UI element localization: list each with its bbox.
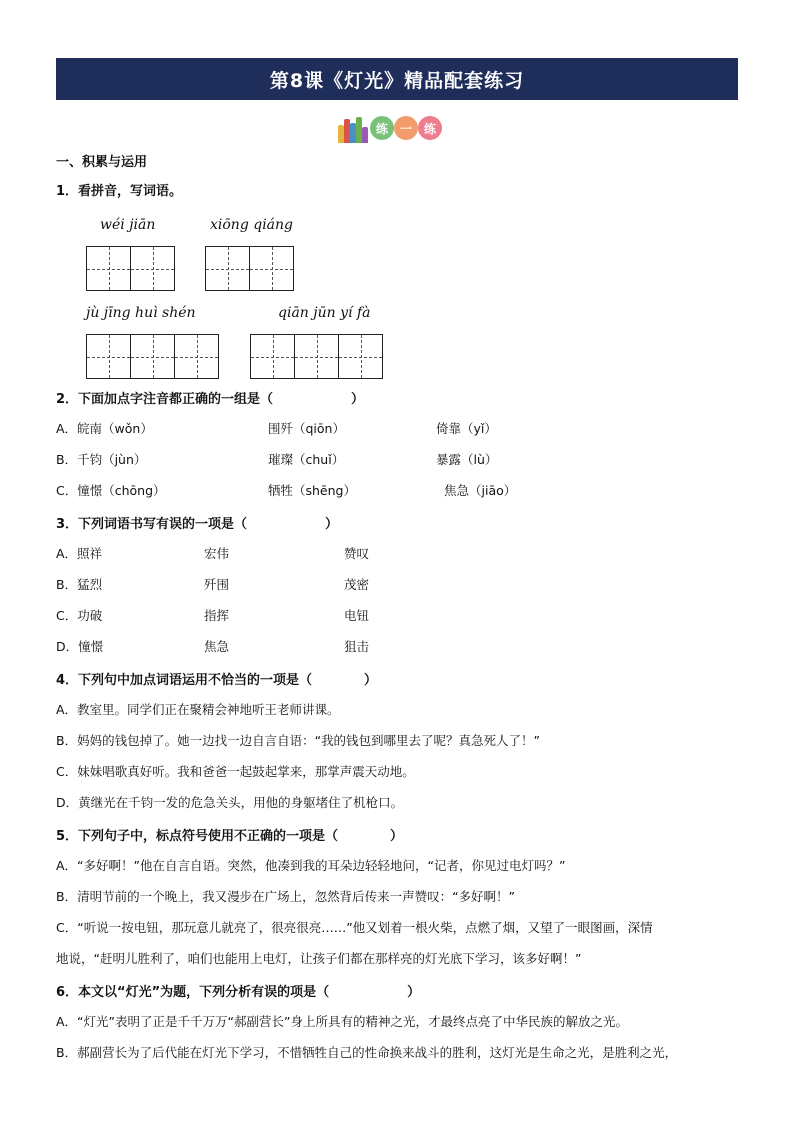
q5-option-a: A．“多好啊！”他在自言自语。突然，他凑到我的耳朵边轻轻地问，“记者，你见过电灯吗？” [56, 858, 566, 873]
logo-char-3: 练 [418, 116, 442, 140]
page-title: 第8课《灯光》精品配套练习 [269, 69, 525, 92]
q3-d3: 狙击 [344, 639, 370, 654]
q3-a3: 赞叹 [344, 546, 370, 561]
q4-option-c: C．妹妹唱歌真好听。我和爸爸一起鼓起掌来，那掌声震天动地。 [56, 764, 415, 779]
q2-c1: C．憧憬（chōng） [56, 483, 166, 498]
q4-option-d: D．黄继光在千钧一发的危急关头，用他的身躯堵住了机枪口。 [56, 795, 404, 810]
answer-grid-3[interactable] [86, 334, 218, 379]
title-banner [56, 58, 738, 100]
q4-option-b: B．妈妈的钱包掉了。她一边找一边自言自语：“我的钱包到哪里去了呢？真急死人了！” [56, 733, 541, 748]
answer-grid-4[interactable] [250, 334, 382, 379]
q5-title: 5．下列句子中，标点符号使用不正确的一项是（ ） [56, 829, 404, 844]
q6-option-a: A．“灯光”表明了正是千千万万“郝副营长”身上所具有的精神之光，才最终点亮了中华民族的解放之光。 [56, 1014, 628, 1029]
q2-a1: A．皖南（wǒn） [56, 421, 153, 436]
q2-c2: 牺牲（shēng） [268, 483, 356, 498]
q2-b1: B．千钧（jùn） [56, 452, 147, 467]
q1-title: 1．看拼音，写词语。 [56, 184, 183, 199]
q5-option-b: B．清明节前的一个晚上，我又漫步在广场上，忽然背后传来一声赞叹：“多好啊！” [56, 889, 516, 904]
section-heading: 一、积累与运用 [56, 155, 148, 170]
pinyin-4: qiān jūn yí fà [278, 305, 371, 321]
q2-a3: 倚靠（yǐ） [436, 421, 497, 436]
pinyin-1: wéi jiān [100, 217, 156, 233]
q4-option-a: A．教室里。同学们正在聚精会神地听王老师讲课。 [56, 702, 340, 717]
q3-b2: 歼围 [204, 577, 230, 592]
practice-logo [338, 113, 448, 143]
q3-c3: 电钮 [344, 608, 370, 623]
q3-b3: 茂密 [344, 577, 370, 592]
q3-c2: 指挥 [204, 608, 230, 623]
q3-b1: B．猛烈 [56, 577, 103, 592]
q2-title: 2．下面加点字注音都正确的一组是（ ） [56, 392, 365, 407]
answer-grid-2[interactable] [205, 246, 293, 291]
q3-title: 3．下列词语书写有误的一项是（ ） [56, 517, 339, 532]
logo-char-2: 一 [394, 116, 418, 140]
q2-a2: 围歼（qiōn） [268, 421, 345, 436]
pinyin-2: xiōng qiáng [210, 217, 293, 233]
q6-option-b: B．郝副营长为了后代能在灯光下学习，不惜牺牲自己的性命换来战斗的胜利，这灯光是生命之光，是胜利之光， [56, 1045, 678, 1060]
q3-a1: A．照祥 [56, 546, 103, 561]
q2-b3: 暴露（lù） [436, 452, 498, 467]
q3-a2: 宏伟 [204, 546, 230, 561]
q6-title: 6．本文以“灯光”为题，下列分析有误的项是（ ） [56, 985, 421, 1000]
logo-char-1: 练 [370, 116, 394, 140]
q2-c3: 焦急（jiāo） [444, 483, 517, 498]
q3-d2: 焦急 [204, 639, 230, 654]
q5-option-c-line2: 地说，“赶明儿胜利了，咱们也能用上电灯，让孩子们都在那样亮的灯光底下学习，该多好啊！” [56, 951, 582, 966]
pinyin-3: jù jīng huì shén [86, 305, 196, 321]
answer-grid-1[interactable] [86, 246, 174, 291]
q5-option-c-line1: C．“听说一按电钮，那玩意儿就亮了，很亮很亮……”他又划着一根火柴，点燃了烟，又望了一眼图画，深情 [56, 920, 653, 935]
q2-b2: 璀璨（chuǐ） [268, 452, 345, 467]
q4-title: 4．下列句中加点词语运用不恰当的一项是（ ） [56, 673, 378, 688]
q3-c1: C．功破 [56, 608, 103, 623]
q3-d1: D．憧憬 [56, 639, 104, 654]
